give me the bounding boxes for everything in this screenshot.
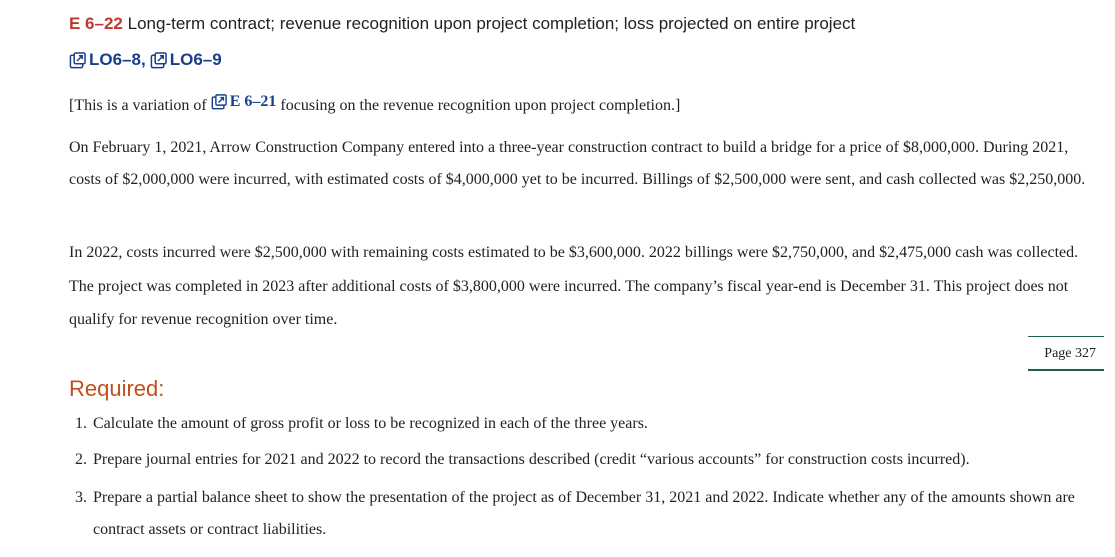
page-marker: Page 327 bbox=[1028, 336, 1104, 371]
item-number: 2. bbox=[75, 451, 87, 468]
learning-objectives bbox=[69, 48, 222, 72]
list-item bbox=[75, 410, 1093, 446]
list-item bbox=[75, 482, 1093, 546]
exercise-ref-link[interactable] bbox=[211, 90, 277, 114]
lo-link-1[interactable] bbox=[69, 48, 141, 72]
required-list bbox=[75, 410, 1093, 546]
item-number: 3. bbox=[75, 489, 87, 506]
problem-paragraph-2: In 2022, costs incurred were $2,500,000 with remaining costs estimated to be $3,600,000. 2022 billings were $2,750,000, and $2,475,000 cash was collected. The project was completed in 2023 after additional costs of $3,800,000 were incurred. The company’s fiscal year-end is December 31. This project does not qualify for revenue recognition over time. bbox=[69, 244, 1079, 328]
exercise-heading bbox=[69, 12, 855, 36]
problem-paragraph-1: On February 1, 2021, Arrow Construction Company entered into a three-year construction contract to build a bridge for a price of $8,000,000. During 2021, costs of $2,000,000 were incurred, with estimated costs of $4,000,000 yet to be incurred. Billings of $2,500,000 were sent, and cash collected was $2,250,000. bbox=[69, 139, 1086, 188]
exercise-title: Long-term contract; revenue recognition upon project completion; loss projected on entire project bbox=[127, 14, 856, 33]
lo-label-1: LO6–8 bbox=[89, 50, 141, 69]
variation-suffix: focusing on the revenue recognition upon project completion.] bbox=[280, 97, 681, 114]
exercise-ref-label: E 6–21 bbox=[229, 93, 277, 110]
item-text: Calculate the amount of gross profit or loss to be recognized in each of the three years. bbox=[93, 415, 648, 432]
variation-note bbox=[69, 90, 680, 118]
item-text: Prepare a partial balance sheet to show the presentation of the project as of December 31, 2021 and 2022. Indicate whether any of the amounts shown are contract assets or contract liabilities. bbox=[93, 489, 1075, 538]
lo-separator: , bbox=[140, 50, 146, 69]
variation-prefix: [This is a variation of bbox=[69, 97, 207, 114]
item-number: 1. bbox=[75, 415, 87, 432]
external-link-icon bbox=[211, 94, 227, 110]
list-item bbox=[75, 446, 1093, 482]
required-heading: Required: bbox=[69, 376, 165, 401]
item-text: Prepare journal entries for 2021 and 2022 to record the transactions described (credit “various accounts” for construction costs incurred). bbox=[93, 451, 970, 468]
external-link-icon bbox=[150, 52, 167, 69]
lo-label-2: LO6–9 bbox=[169, 50, 222, 69]
exercise-number: E 6–22 bbox=[69, 14, 123, 33]
external-link-icon bbox=[69, 52, 86, 69]
lo-link-2[interactable] bbox=[150, 48, 222, 72]
